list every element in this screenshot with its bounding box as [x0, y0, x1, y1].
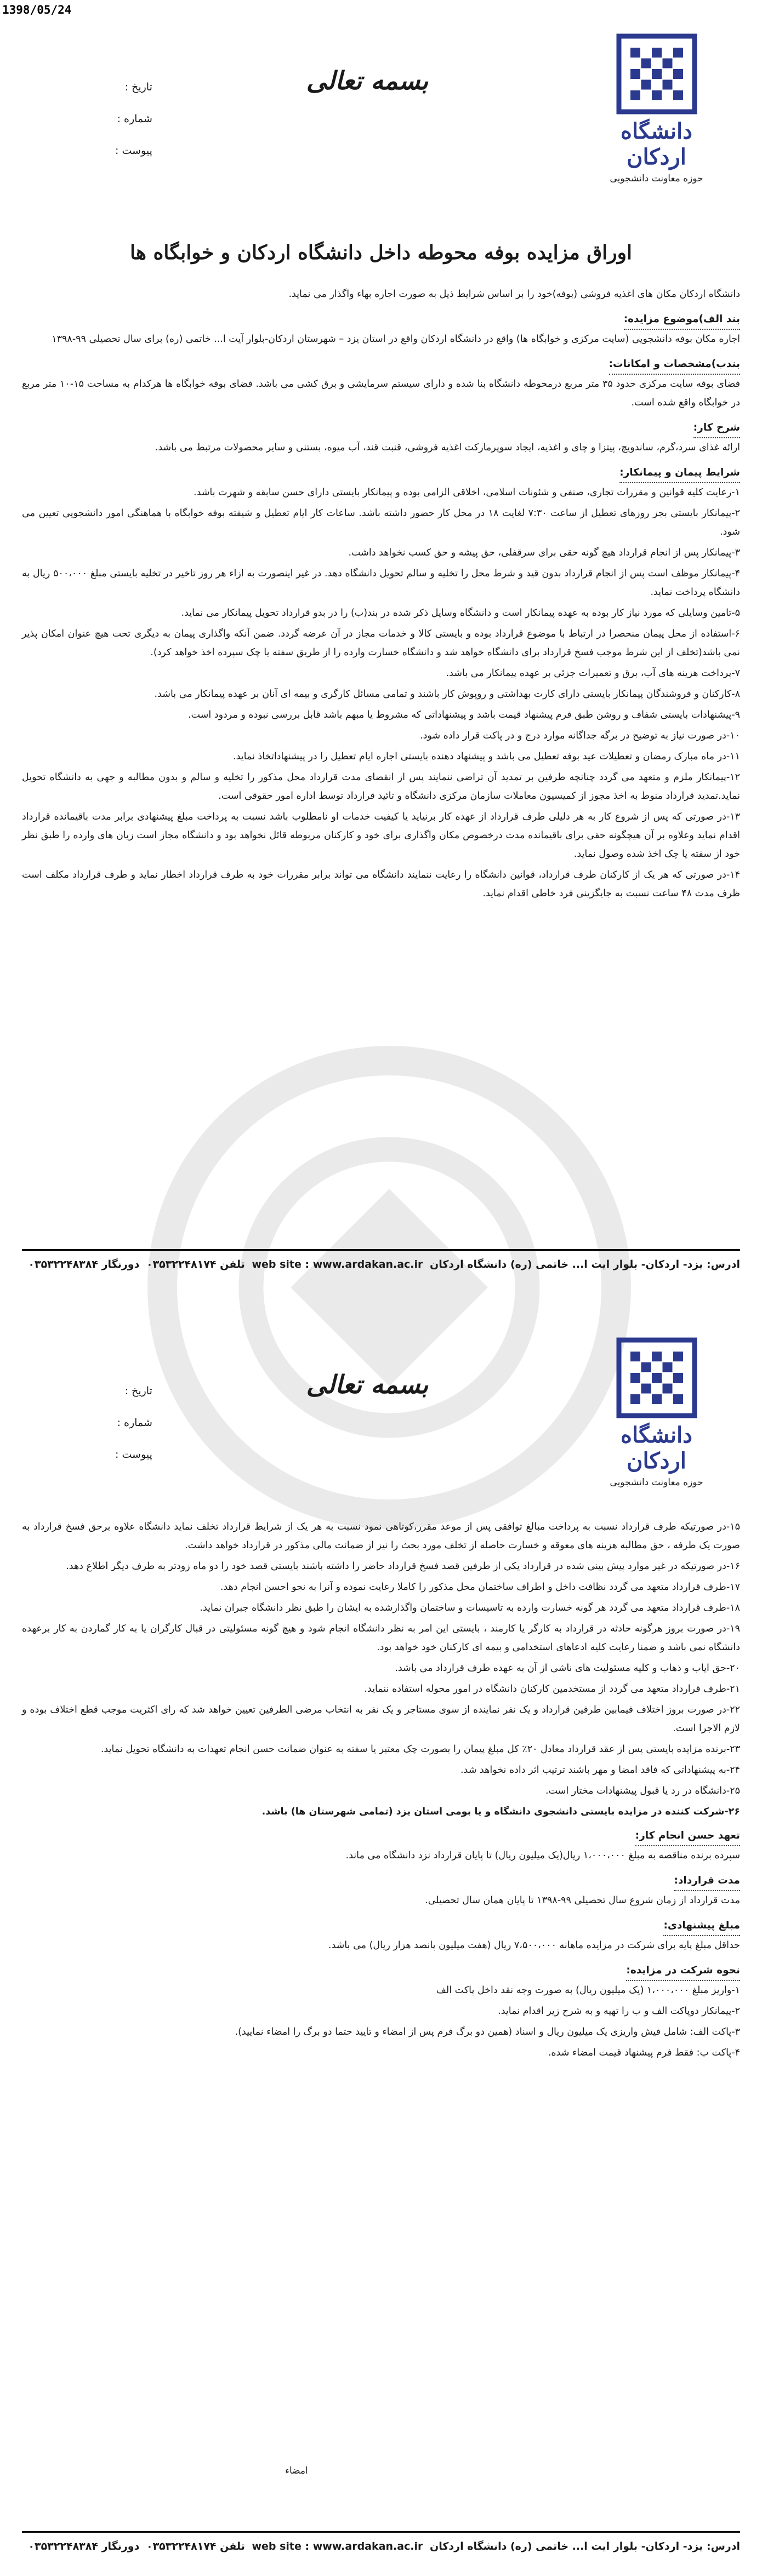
date-label: تاریخ :	[124, 81, 152, 93]
attachment-label: پیوست :	[115, 145, 152, 157]
university-name: دانشگاه اردکان	[621, 118, 692, 170]
term-item: ۱۰-در صورت نیاز به توضیح در برگه جداگانه موارد درج و در پاکت قرار داده شود.	[420, 730, 740, 741]
section-subject-heading: بند الف)موضوع مزایده:	[624, 310, 740, 330]
terms-list	[22, 483, 740, 903]
section-specs-heading: بندب)مشخصات و امکانات:	[609, 355, 740, 375]
term-item: ۱۳-در صورتی که پس از شروع کار به هر دلیلی طرف قرارداد از عهده کار برنیاید یا کیفیت خدمات او نامطلوب باشد نسبت به پرداخت مبلغ پیشنهادی برابر مدت باقیمانده قرارداد اقدام نماید وعلاوه بر آن هیچگونه حقی برای باقیمانده مدت درخصوص مکان واگذاری برای خود و کارکنان مربوطه قائل نخواهد بود و دانشگاه مجاز است زیان های وارده را طبق نظر خود از سفته یا چک اخذ شده وصول نماید.	[22, 811, 740, 860]
term-item: ۲-پیمانکار بایستی بجز روزهای تعطیل از ساعت ۷:۳۰ لغایت ۱۸ در محل کار حضور داشته باشد. ساعات کار ایام تعطیل و شیفته بوفه خوابگاه با هماهنگی امور دانشجویی تعیین می شود.	[22, 508, 741, 537]
guarantee-text: سپرده برنده مناقصه به مبلغ ۱،۰۰۰،۰۰۰ ریال(یک میلیون ریال) تا پایان قرارداد نزد دانشگاه می ماند.	[345, 1850, 740, 1861]
term-item: ۱۸-طرف قرارداد متعهد می گردد هر گونه خسارت وارده به تاسیسات و ساختمان واگذارشده به ایشان را طبق نظر دانشگاه جبران نماید.	[200, 1602, 740, 1613]
basmala: بسمه تعالی	[306, 1370, 429, 1399]
page-1-body	[22, 285, 740, 905]
term-item: ۲۵-دانشگاه در رد یا قبول پیشنهادات مختار است.	[545, 1785, 740, 1796]
section-specs-text: فضای بوفه سایت مرکزی حدود ۳۵ متر مربع درمحوطه دانشگاه بنا شده و دارای سیستم سرمایشی و برق کشی می باشد. فضای بوفه خوابگاه ها هرکدام به مساحت ۱۵-۱۰ متر مربع در خوابگاه واقع شده است.	[22, 379, 740, 408]
footer-fax: دورنگار ۰۳۵۳۲۲۴۸۳۸۴	[28, 2540, 140, 2552]
footer-address: ادرس: یزد- اردکان- بلوار ایت ا... خاتمی (ره) دانشگاه اردکان	[430, 1258, 740, 1270]
document-title: اوراق مزایده بوفه محوطه داخل دانشگاه اردکان و خوابگاه ها	[130, 241, 632, 264]
section-work-text: ارائه غذای سرد،گرم، ساندویچ، پیتزا و چای و اغذیه، ایجاد سوپرمارکت اغذیه فروشی، قنبت قند، آب میوه، بستنی و سایر محصولات مرتبط می باشد.	[155, 442, 740, 453]
signature-label: امضاء	[285, 2465, 308, 2476]
term-item: ۱۲-پیمانکار ملزم و متعهد می گردد چنانچه طرفین بر تمدید آن تراضی ننمایند پس از انقضای مدت قرارداد محل مذکور را تخلیه و سالم و بدون مطالبه و جهی به دانشگاه تحویل نماید.تمدید قرارداد منوط به اخذ مجوز از کمیسیون معاملات سازمان مرکزی دانشگاه و تائید قرارداد توسط اداره امور حقوقی است.	[22, 772, 740, 802]
term-item: ۲۴-به پیشنهاداتی که فاقد امضا و مهر باشند ترتیب اثر داده نخواهد شد.	[460, 1765, 740, 1776]
basmala: بسمه تعالی	[306, 66, 429, 95]
page-2-footer	[22, 2531, 740, 2552]
term-item: ۳-پیمانکار پس از انجام قرارداد هیچ گونه حقی برای سرقفلی، حق پیشه و حق کسب نخواهد داشت.	[348, 547, 740, 558]
term-item: ۲۰-حق ایاب و ذهاب و کلیه مسئولیت های ناشی از آن به عهده طرف قرارداد می باشد.	[395, 1663, 740, 1674]
number-label: شماره :	[117, 1417, 152, 1429]
participation-list	[22, 1981, 740, 2062]
term-item: ۱۵-در صورتیکه طرف قرارداد نسبت به پرداخت مبالغ توافقی پس از موعد مقرر،کوتاهی نمود نسبت به هر یک از شرایط قرارداد تخلف نماید دانشگاه علاوه برحق فسخ قرارداد به صورت یک طرفه ، حق مطالبه هزینه های معوقه و خسارت حاصله از تخلف مورد بحث را نیز از ضمانت مالی مذکور در قرارداد خواهد داشت.	[22, 1521, 740, 1551]
term-item: ۶-استفاده از محل پیمان منحصرا در ارتباط با موضوع قرارداد بوده و بایستی کالا و خدمات مجاز در آن عرضه گردد. ضمن آنکه واگذاری پیمان به دیگری تحت هیچ عنوان امکان پذیر نمی باشد(تخلف از این شرط موجب فسخ قرارداد برای دانشگاه خواهد شد و دانشگاه خسارت وارده را از طریق سفته یا چک سپرده اخذ خواهد کرد).	[22, 628, 740, 658]
date-label: تاریخ :	[124, 1385, 152, 1397]
university-name: دانشگاه اردکان	[621, 1422, 692, 1474]
participation-item: ۳-پاکت الف: شامل فیش واریزی یک میلیون ریال و اسناد (همین دو برگ فرم پس از امضاء و تایید حتما دو برگ را امضاء نمایید).	[235, 2027, 740, 2037]
participation-item: ۴-پاکت ب: فقط فرم پیشنهاد قیمت امضاء شده.	[548, 2047, 740, 2058]
offer-amount-text: حداقل مبلغ پایه برای شرکت در مزایده ماهانه ۷،۵۰۰،۰۰۰ ریال (هفت میلیون پانصد هزار ریال) می باشد.	[328, 1940, 740, 1951]
page-2-body	[22, 1518, 740, 2064]
term-item: ۱۶-در صورتیکه در غیر موارد پیش بینی شده در قرارداد یکی از طرفین قصد فسخ قرارداد حاضر را داشته باشند بایستی قصد خود را دو ماه زودتر به طرف دیگر اطلاع دهد.	[66, 1561, 740, 1572]
intro-text: دانشگاه اردکان مکان های اغذیه فروشی (بوفه)خود را بر اساس شرایط ذیل به صورت اجاره بهاء واگذار می نماید.	[288, 289, 740, 300]
term-item: ۱-رعایت کلیه قوانین و مقررات تجاری، صنفی و شئونات اسلامی، اخلاقی الزامی بوده و پیمانکار بایستی دارای حسن سابقه و شهرت باشد.	[193, 487, 740, 498]
terms-list-continued	[22, 1518, 740, 1821]
term-item: ۲۳-برنده مزایده بایستی پس از عقد قرارداد معادل ۲۰٪ کل مبلغ پیمان را بصورت چک معتبر یا سفته به عنوان ضمانت حسن انجام تعهدات به دانشگاه تحویل نماید.	[100, 1744, 740, 1755]
term-item: ۸-کارکنان و فروشندگان پیمانکار بایستی دارای کارت بهداشتی و روپوش کار باشند و تمامی مسائل کارگری و بیمه ای آنان بر عهده پیمانکار می باشد.	[154, 689, 740, 700]
letter-meta	[115, 1375, 152, 1470]
term-item: ۷-پرداخت هزینه های آب، برق و تعمیرات جزئی بر عهده پیمانکار می باشد.	[446, 668, 740, 679]
section-terms-heading: شرایط پیمان و پیمانکار:	[619, 463, 740, 483]
footer-website[interactable]: web site : www.ardakan.ac.ir	[252, 2540, 423, 2552]
page-1	[0, 22, 762, 1282]
offer-amount-heading: مبلغ پیشنهادی:	[663, 1916, 740, 1936]
number-label: شماره :	[117, 113, 152, 125]
term-item: ۱۹-در صورت بروز هرگونه حادثه در قرارداد به کارگر یا کارمند ، بایستی این امر به نظر دانشگاه انجام شود و هیچ گونه مسئولیتی در قبال کارگران یا به کار گماردن به کار برعهده دانشگاه نمی باشد و ضمنا رعایت کلیه ادعاهای استخدامی و بیمه ای کارکنان خود خواهد بود.	[22, 1623, 740, 1653]
footer-phone: تلفن ۰۳۵۳۲۲۴۸۱۷۴	[146, 2540, 245, 2552]
university-logo	[592, 1337, 721, 1488]
participation-item: ۱-واریز مبلغ ۱،۰۰۰،۰۰۰ (یک میلیون ریال) به صورت وجه نقد داخل پاکت الف	[436, 1985, 740, 1996]
attachment-label: پیوست :	[115, 1449, 152, 1461]
participation-item: ۲-پیمانکار دوپاکت الف و ب را تهیه و به شرح زیر اقدام نماید.	[498, 2006, 740, 2017]
page-1-footer	[22, 1249, 740, 1270]
term-item: ۴-پیمانکار موظف است پس از انجام قرارداد بدون قید و شرط محل را تخلیه و سالم تحویل دانشگاه دهد. در غیر اینصورت به ازاء هر روز تاخیر در تخلیه بایستی مبلغ ۵۰۰،۰۰۰ ریال به دانشگاه پرداخت نماید.	[22, 568, 740, 598]
letter-meta	[115, 71, 152, 167]
footer-phone: تلفن ۰۳۵۳۲۲۴۸۱۷۴	[146, 1258, 245, 1270]
footer-fax: دورنگار ۰۳۵۳۲۲۴۸۳۸۴	[28, 1258, 140, 1270]
department-name: حوزه معاونت دانشجویی	[610, 173, 703, 184]
page-2	[0, 1326, 762, 2576]
university-emblem-icon	[616, 1337, 698, 1419]
term-item: ۱۱-در ماه مبارک رمضان و تعطیلات عید بوفه تعطیل می باشد و پیشنهاد دهنده بایستی اجاره ایام تعطیل را در پیشنهاداتخاذ نماید.	[233, 751, 740, 762]
participation-heading: نحوه شرکت در مزایده:	[626, 1961, 740, 1981]
section-work-heading: شرح کار:	[693, 419, 740, 438]
duration-text: مدت قرارداد از زمان شروع سال تحصیلی ۹۹-۱۳۹۸ تا پایان همان سال تحصیلی.	[425, 1895, 740, 1906]
footer-website[interactable]: web site : www.ardakan.ac.ir	[252, 1258, 423, 1270]
footer-address: ادرس: یزد- اردکان- بلوار ایت ا... خاتمی (ره) دانشگاه اردکان	[430, 2540, 740, 2552]
term-item: ۲۲-در صورت بروز اختلاف فیمابین طرفین قرارداد و یک نفر نماینده از سوی مستاجر و یک نفر به انتخاب مرضی الطرفین تعیین خواهد شد که رای اکثریت موجب قطع اختلاف بوده و لازم الاجرا است.	[22, 1704, 740, 1734]
duration-heading: مدت قرارداد:	[674, 1871, 740, 1891]
term-item: ۱۴-در صورتی که هر یک از کارکنان طرف قرارداد، قوانین دانشگاه را رعایت ننمایند دانشگاه می تواند برابر مقررات خود به طرف قرارداد اخطار نماید و طرف قرارداد مکلف است ظرف مدت ۴۸ ساعت نسبت به جایگزینی فرد خاطی اقدام نماید.	[22, 869, 740, 899]
term-item: ۱۷-طرف قرارداد متعهد می گردد نظافت داخل و اطراف ساختمان محل مذکور را کاملا رعایت نموده و آنرا به نحو احسن انجام دهد.	[220, 1582, 740, 1593]
term-item: ۲۶-شرکت کننده در مزایده بایستی دانشجوی دانشگاه و یا بومی استان یزد (تمامی شهرستان ها) باشد.	[261, 1806, 740, 1817]
university-emblem-icon	[616, 33, 698, 115]
term-item: ۹-پیشنهادات بایستی شفاف و روشن طبق فرم پیشنهاد قیمت باشد و پیشنهاداتی که مشروط یا مبهم باشد قابل بررسی نبوده و مردود است.	[187, 709, 740, 720]
term-item: ۵-تامین وسایلی که مورد نیاز کار بوده به عهده پیمانکار است و دانشگاه وسایل ذکر شده در بند(ب) را در بدو قرارداد تحویل پیمانکار می نماید.	[181, 608, 740, 619]
guarantee-heading: تعهد حسن انجام کار:	[635, 1827, 740, 1846]
university-logo	[592, 33, 721, 184]
department-name: حوزه معاونت دانشجویی	[610, 1477, 703, 1488]
section-subject-text: اجاره مکان بوفه دانشجویی (سایت مرکزی و خوابگاه ها) واقع در دانشگاه اردکان واقع در استان یزد – شهرستان اردکان-بلوار آیت ا... خاتمی (ره) برای سال تحصیلی ۹۹-۱۳۹۸	[52, 334, 740, 345]
date-stamp: 1398/05/24	[2, 3, 72, 16]
term-item: ۲۱-طرف قرارداد متعهد می گردد از مستخدمین کارکنان دانشگاه در امور محوله استفاده ننماید.	[364, 1684, 740, 1695]
